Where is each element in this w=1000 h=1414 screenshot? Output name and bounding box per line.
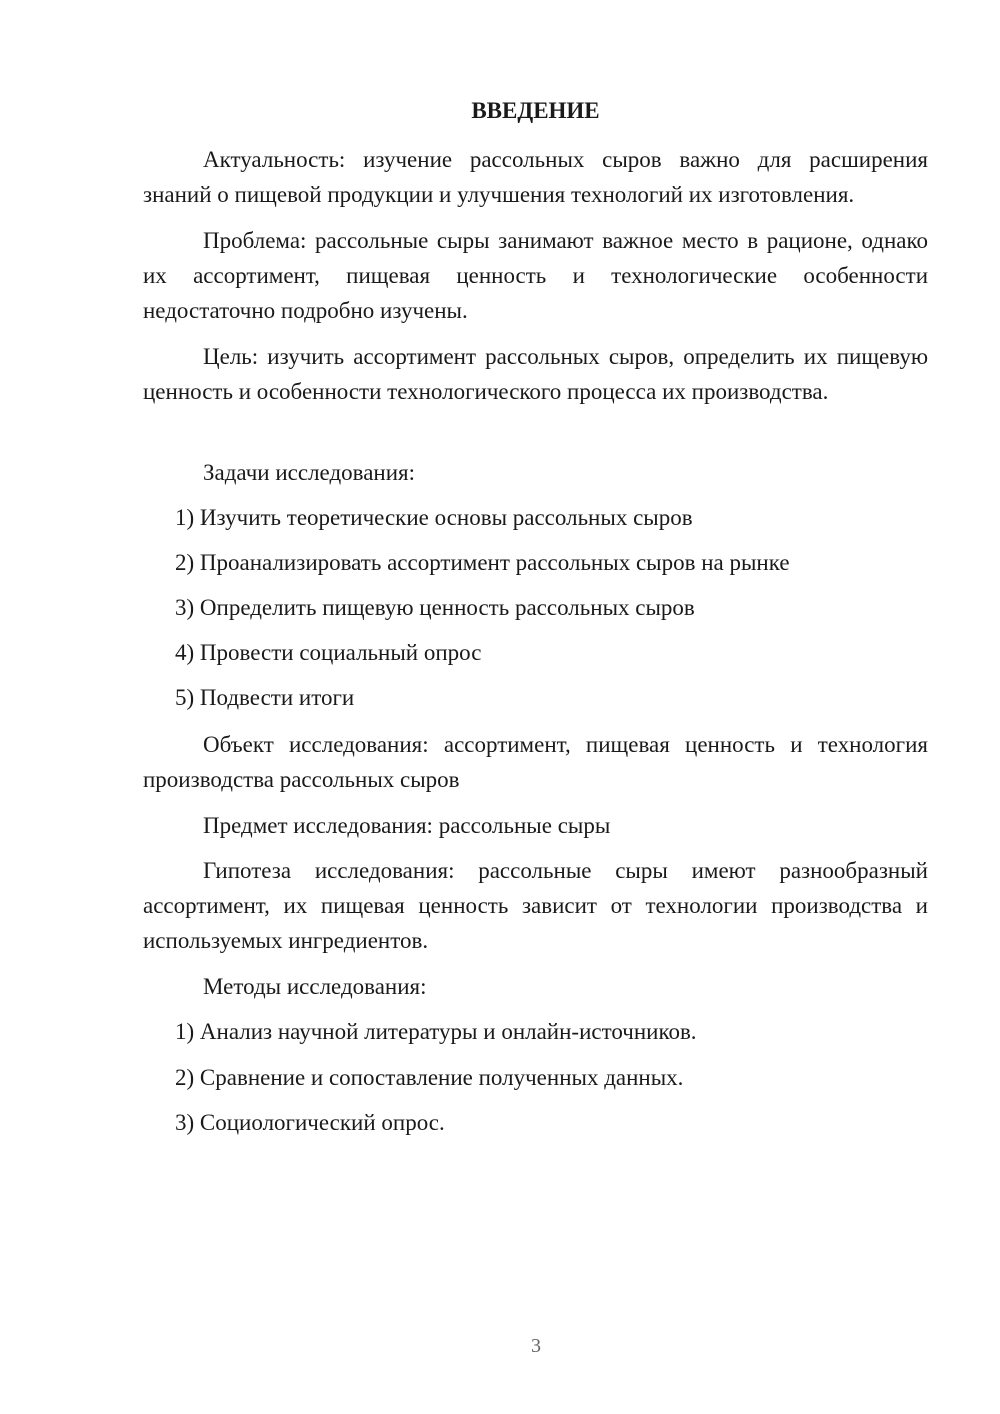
subject-paragraph: Предмет исследования: рассольные сыры [203, 813, 611, 838]
problem-paragraph: Проблема: рассольные сыры занимают важное место в рационе, однако их ассортимент, пищевая ценность и технологические особенности недостаточно подробно изучены. [143, 228, 928, 323]
relevance-paragraph: Актуальность: изучение рассольных сыров важно для расширения знаний о пищевой продукции и улучшения технологий их изготовления. [143, 147, 928, 207]
task-item: 2) Проанализировать ассортимент рассольных сыров на рынке [175, 550, 790, 575]
hypothesis-paragraph: Гипотеза исследования: рассольные сыры имеют разнообразный ассортимент, их пищевая ценность зависит от технологии производства и используемых ингредиентов. [143, 858, 928, 953]
method-item: 1) Анализ научной литературы и онлайн-источников. [175, 1019, 697, 1044]
task-item: 1) Изучить теоретические основы рассольных сыров [175, 505, 693, 530]
page-title: ВВЕДЕНИЕ [471, 98, 600, 123]
tasks-heading: Задачи исследования: [203, 460, 416, 485]
task-item: 5) Подвести итоги [175, 685, 355, 710]
task-item: 3) Определить пищевую ценность рассольных сыров [175, 595, 695, 620]
method-item: 3) Социологический опрос. [175, 1110, 445, 1135]
object-paragraph: Объект исследования: ассортимент, пищевая ценность и технология производства рассольных сыров [143, 732, 928, 792]
task-item: 4) Провести социальный опрос [175, 640, 482, 665]
method-item: 2) Сравнение и сопоставление полученных данных. [175, 1065, 684, 1090]
goal-paragraph: Цель: изучить ассортимент рассольных сыров, определить их пищевую ценность и особенности технологического процесса их производства. [143, 344, 928, 404]
methods-heading: Методы исследования: [203, 974, 427, 999]
page-number: 3 [531, 1335, 541, 1357]
